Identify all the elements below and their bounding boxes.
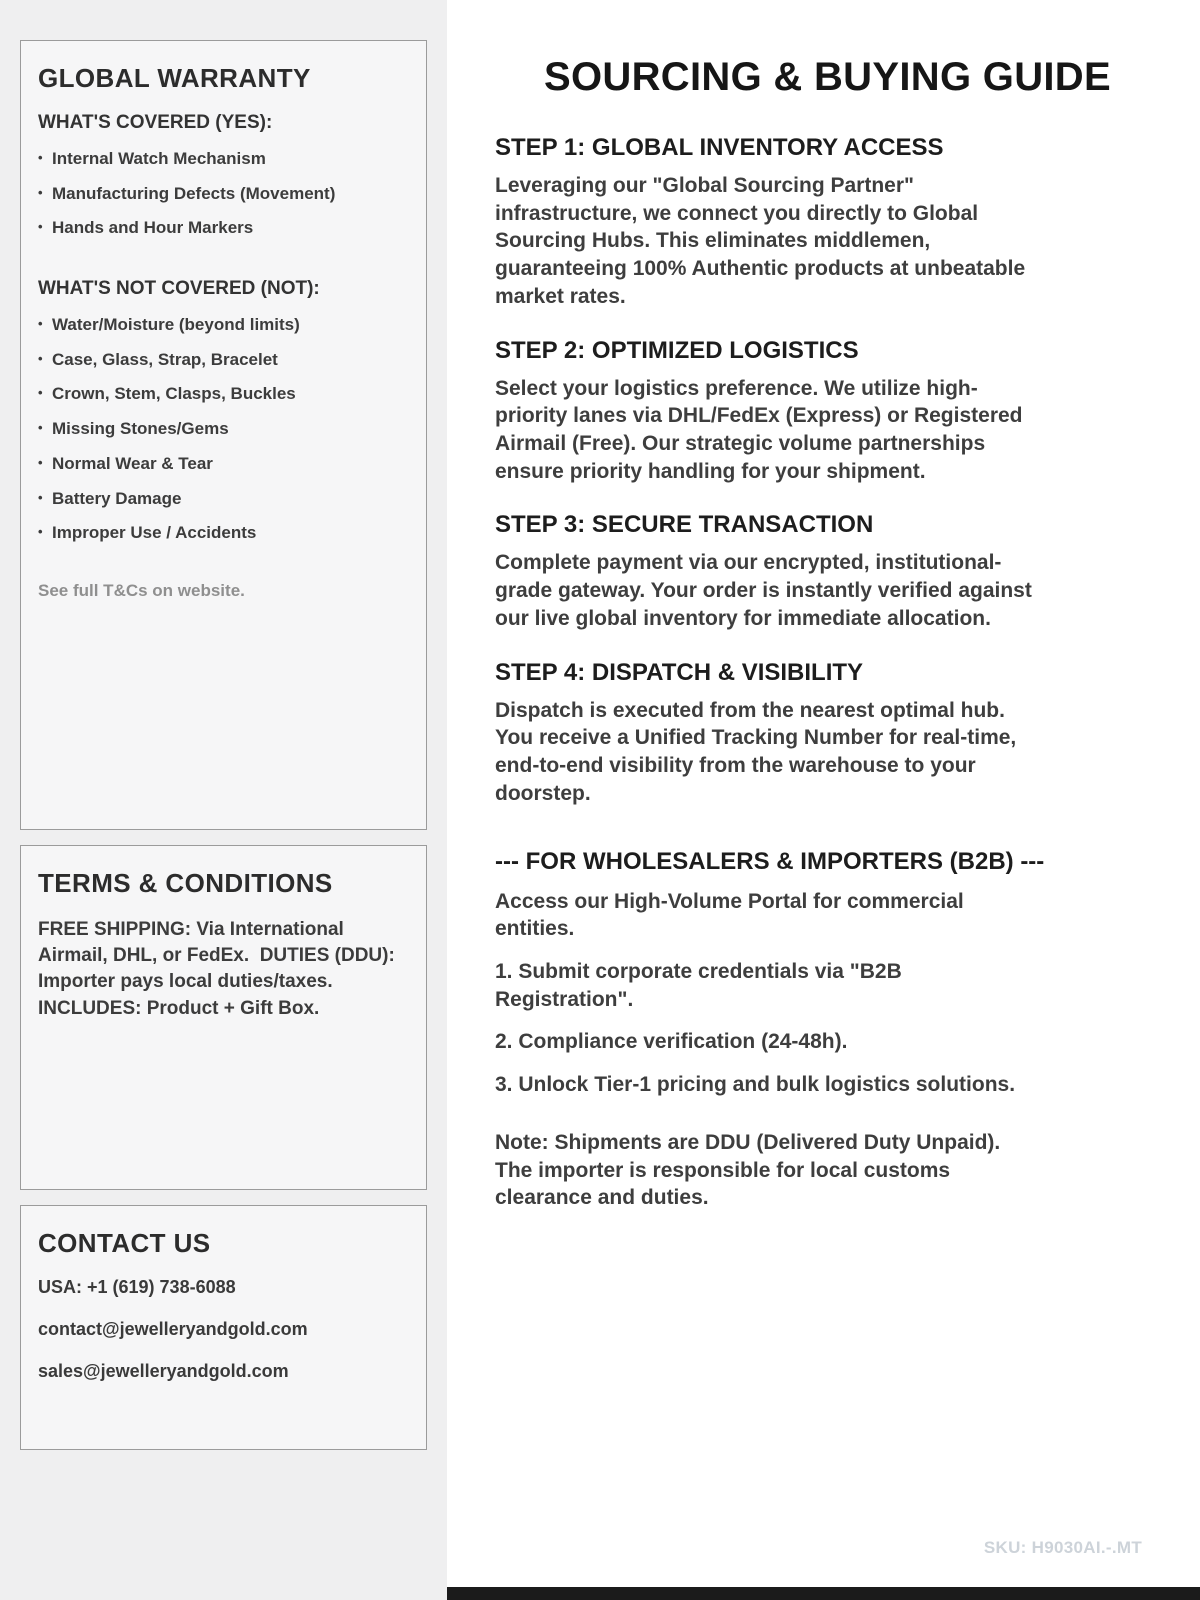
- warranty-not-covered-item: • Missing Stones/Gems: [38, 420, 409, 439]
- warranty-covered-heading: WHAT'S COVERED (YES):: [38, 112, 273, 133]
- warranty-not-covered-item: • Case, Glass, Strap, Bracelet: [38, 351, 409, 370]
- page-title: SOURCING & BUYING GUIDE: [544, 55, 1111, 99]
- warranty-not-covered-item: • Normal Wear & Tear: [38, 455, 409, 474]
- step-1-body: Leveraging our "Global Sourcing Partner" infrastructure, we connect you directly to Global Sourcing Hubs. This eliminates middlemen, guaranteeing 100% Authentic products at unbeatable market rates.: [495, 174, 1026, 308]
- warranty-footnote: See full T&Cs on website.: [38, 580, 245, 600]
- contact-panel: [20, 1205, 427, 1450]
- b2b-note: Note: Shipments are DDU (Delivered Duty Unpaid). The importer is responsible for local customs clearance and duties.: [495, 1130, 1001, 1210]
- contact-email: contact@jewelleryandgold.com: [38, 1319, 308, 1339]
- warranty-not-covered-item: • Crown, Stem, Clasps, Buckles: [38, 385, 409, 404]
- terms-title: TERMS & CONDITIONS: [38, 868, 333, 898]
- warranty-not-covered-item: • Water/Moisture (beyond limits): [38, 316, 409, 335]
- main-content: [447, 0, 1200, 1600]
- b2b-intro: Access our High-Volume Portal for commercial entities.: [495, 889, 964, 941]
- step-3-heading: STEP 3: SECURE TRANSACTION: [495, 511, 874, 539]
- contact-title: CONTACT US: [38, 1228, 211, 1258]
- step-2-body: Select your logistics preference. We utilize high-priority lanes via DHL/FedEx (Express) or Registered Airmail (Free). Our strategic volume partnerships ensure priority handling for your shipment.: [495, 376, 1023, 483]
- step-3-body: Complete payment via our encrypted, institutional-grade gateway. Your order is instantly verified against our live global inventory for immediate allocation.: [495, 551, 1032, 630]
- warranty-not-covered-heading: WHAT'S NOT COVERED (NOT):: [38, 278, 320, 300]
- terms-body: FREE SHIPPING: Via International Airmail, DHL, or FedEx. DUTIES (DDU): Importer pays local duties/taxes. INCLUDES: Product + Gift Box.: [38, 919, 401, 1019]
- warranty-covered-item: • Hands and Hour Markers: [38, 219, 409, 238]
- contact-phone: USA: +1 (619) 738-6088: [38, 1277, 236, 1297]
- warranty-title: GLOBAL WARRANTY: [38, 63, 311, 93]
- step-4-body: Dispatch is executed from the nearest optimal hub. You receive a Unified Tracking Number for real-time, end-to-end visibility from the warehouse to your doorstep.: [495, 698, 1017, 805]
- step-4-heading: STEP 4: DISPATCH & VISIBILITY: [495, 658, 864, 686]
- warranty-covered-item: • Manufacturing Defects (Movement): [38, 185, 409, 204]
- warranty-panel: [20, 40, 427, 830]
- sidebar: [0, 0, 447, 1600]
- sales-email: sales@jewelleryandgold.com: [38, 1361, 289, 1381]
- b2b-item: 1. Submit corporate credentials via "B2B Registration".: [495, 959, 902, 1011]
- terms-panel: [20, 845, 427, 1190]
- b2b-heading: --- FOR WHOLESALERS & IMPORTERS (B2B) ---: [495, 847, 1045, 875]
- step-1-heading: STEP 1: GLOBAL INVENTORY ACCESS: [495, 134, 944, 161]
- step-2-heading: STEP 2: OPTIMIZED LOGISTICS: [495, 336, 859, 364]
- b2b-item: 2. Compliance verification (24-48h).: [495, 1030, 848, 1054]
- warranty-not-covered-item: • Battery Damage: [38, 490, 409, 509]
- bottom-bar: [447, 1587, 1200, 1600]
- b2b-item: 3. Unlock Tier-1 pricing and bulk logistics solutions.: [495, 1073, 1016, 1097]
- sku-label: SKU: H9030AI.-.MT: [983, 1538, 1142, 1557]
- warranty-covered-item: • Internal Watch Mechanism: [38, 150, 409, 169]
- warranty-not-covered-item: • Improper Use / Accidents: [38, 524, 409, 543]
